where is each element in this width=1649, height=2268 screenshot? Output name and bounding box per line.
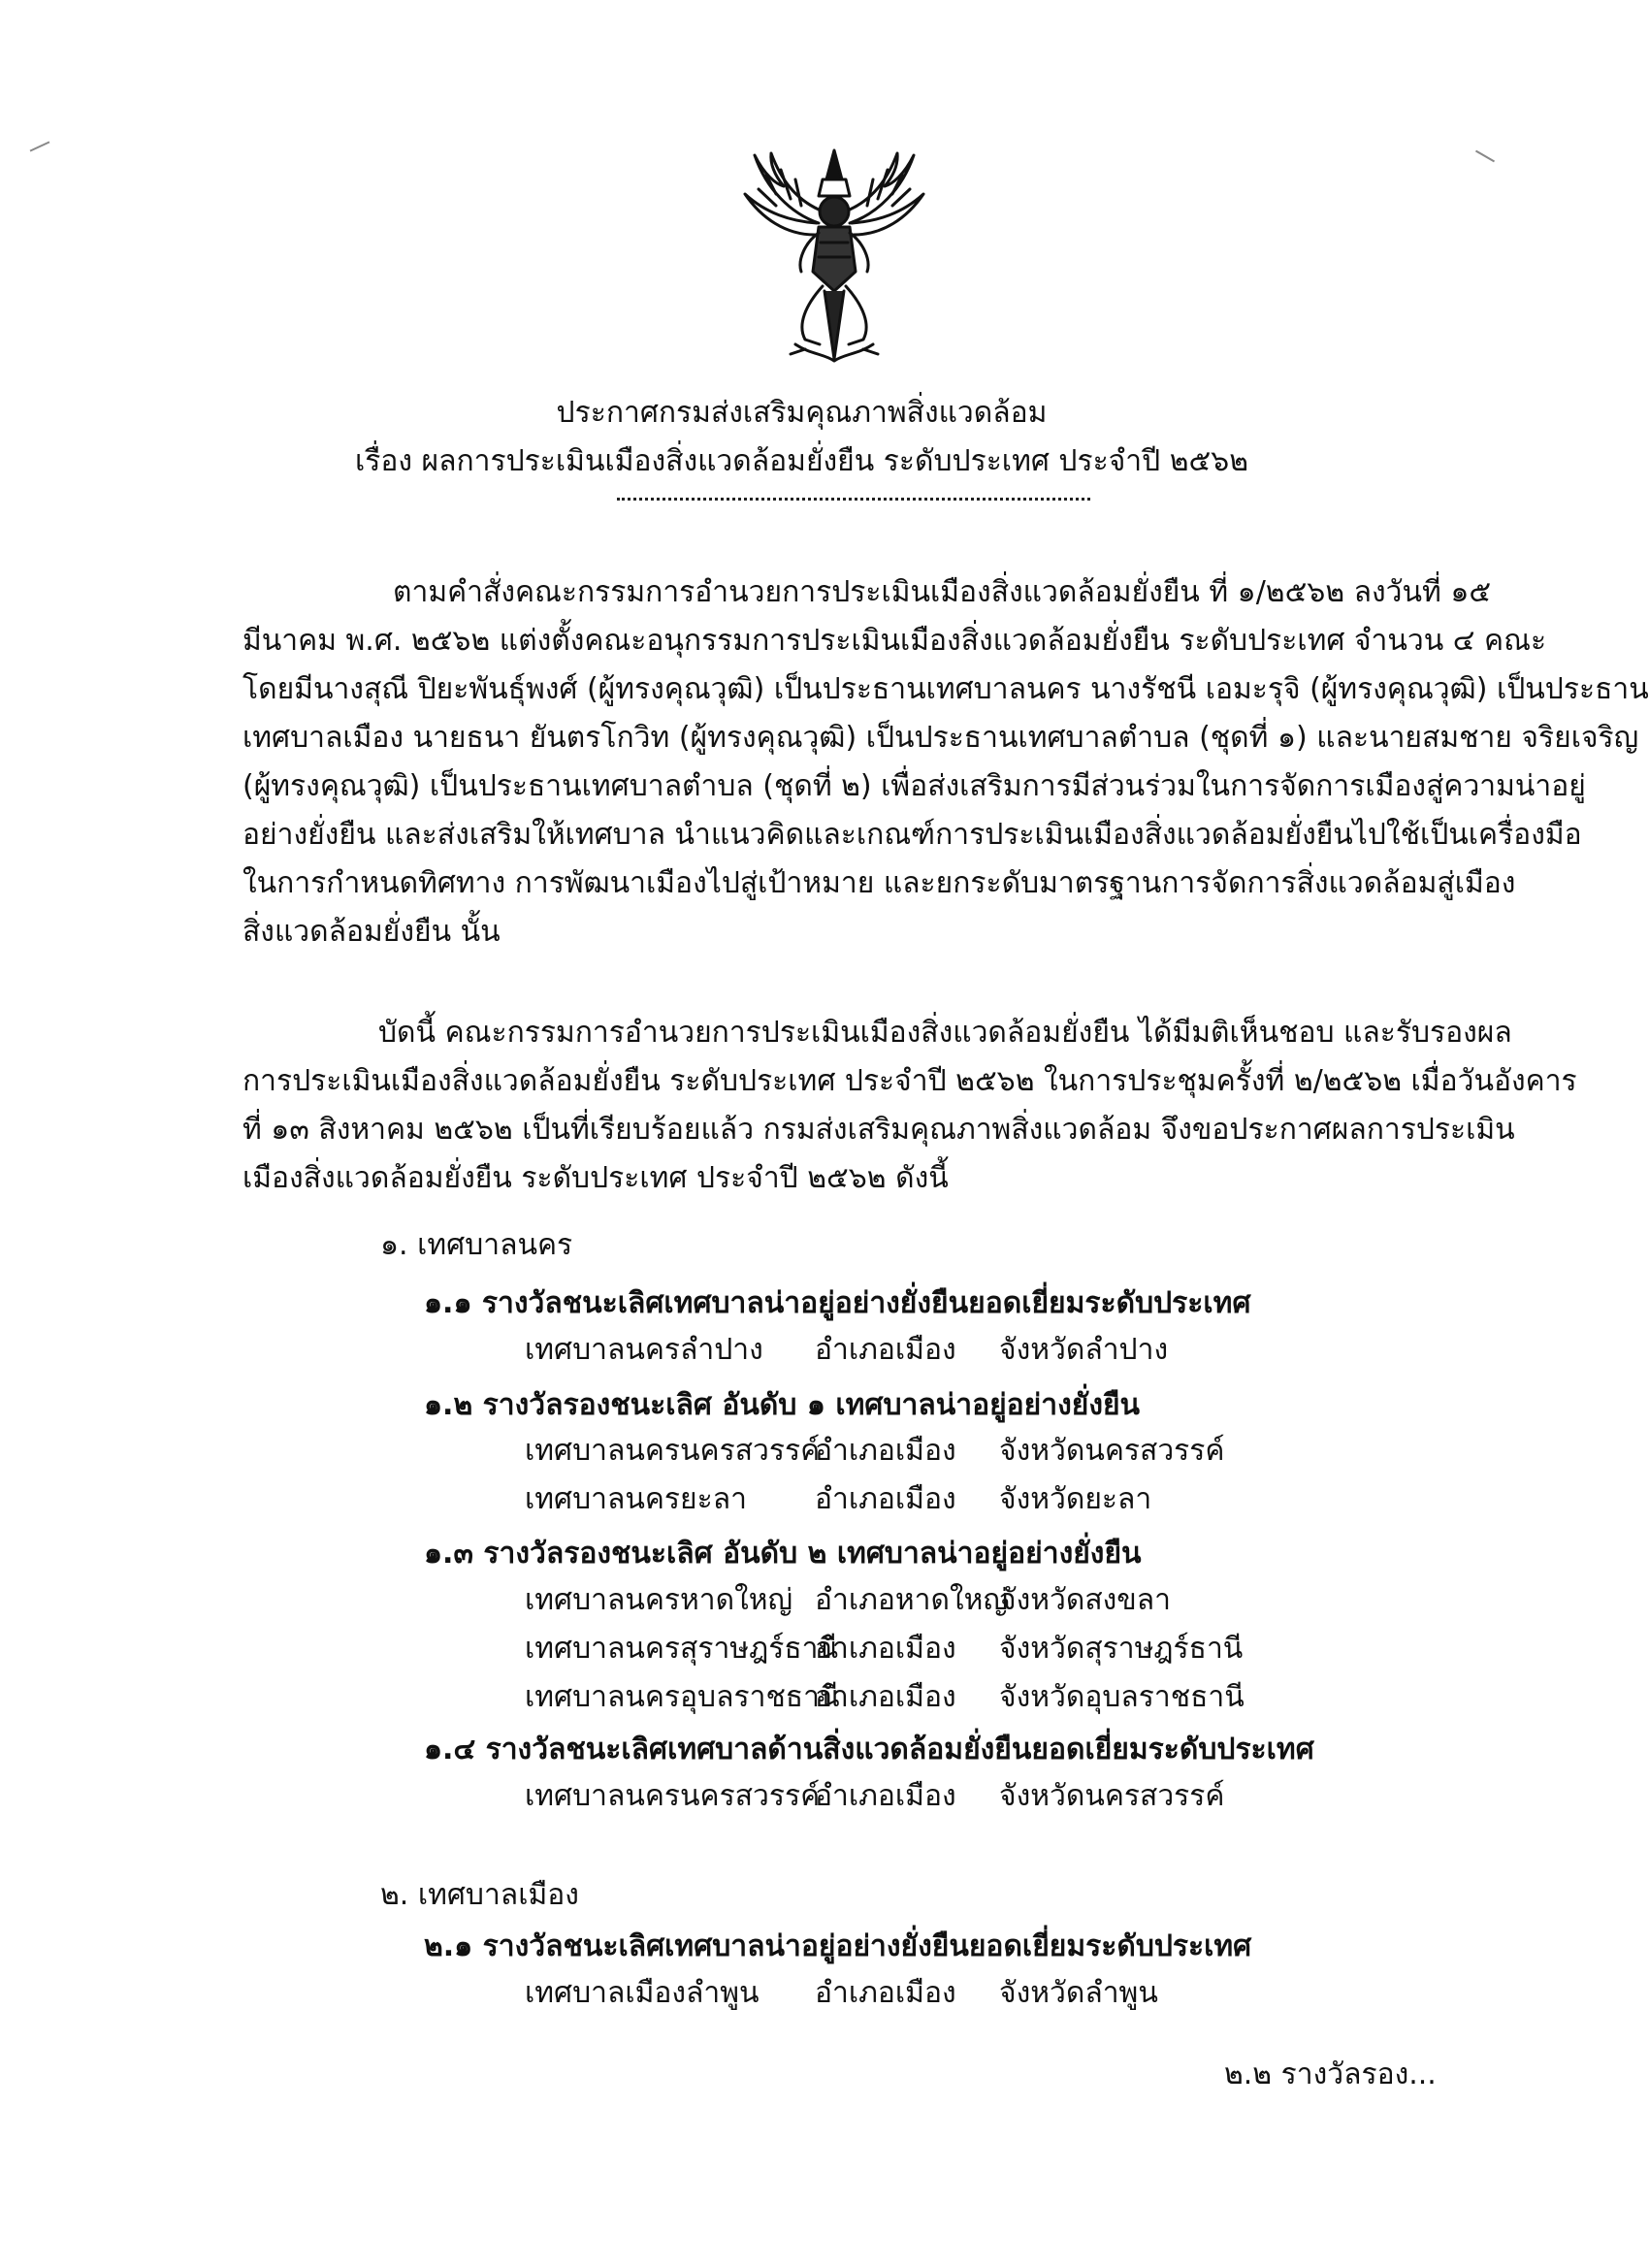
province-name: จังหวัดอุบลราชธานี (999, 1680, 1245, 1714)
subsection-heading: ๑.๑ รางวัลชนะเลิศเทศบาลน่าอยู่อย่างยั่งยืนยอดเยี่ยมระดับประเทศ (424, 1286, 1251, 1320)
header-divider (617, 498, 1090, 501)
province-name: จังหวัดยะลา (999, 1482, 1152, 1516)
province-name: จังหวัดนครสวรรค์ (999, 1779, 1225, 1813)
subsection-heading: ๑.๔ รางวัลชนะเลิศเทศบาลด้านสิ่งแวดล้อมยั่งยืนยอดเยี่ยมระดับประเทศ (424, 1733, 1314, 1766)
municipality-name: เทศบาลนครหาดใหญ่ (525, 1583, 793, 1617)
garuda-emblem (737, 146, 931, 369)
section-heading: ๑. เทศบาลนคร (380, 1228, 573, 1262)
municipality-name: เทศบาลนครยะลา (525, 1482, 747, 1516)
municipality-name: เทศบาลนครลำปาง (525, 1333, 763, 1367)
scan-mark (1475, 150, 1495, 163)
municipality-name: เทศบาลนครอุบลราชธานี (525, 1680, 840, 1714)
province-name: จังหวัดสุราษฎร์ธานี (999, 1632, 1244, 1666)
paragraph-line: เมืองสิ่งแวดล้อมยั่งยืน ระดับประเทศ ประจำปี ๒๕๖๒ ดังนี้ (242, 1161, 949, 1195)
municipality-name: เทศบาลนครนครสวรรค์ (525, 1779, 821, 1813)
municipality-name: เทศบาลนครสุราษฎร์ธานี (525, 1632, 838, 1666)
district-name: อำเภอเมือง (815, 1680, 956, 1714)
subsection-heading: ๒.๑ รางวัลชนะเลิศเทศบาลน่าอยู่อย่างยั่งยืนยอดเยี่ยมระดับประเทศ (424, 1929, 1252, 1963)
paragraph-1 (242, 568, 1649, 956)
announcement-title: ประกาศกรมส่งเสริมคุณภาพสิ่งแวดล้อม (556, 396, 1048, 430)
municipality-name: เทศบาลนครนครสวรรค์ (525, 1434, 821, 1468)
province-name: จังหวัดนครสวรรค์ (999, 1434, 1225, 1468)
subsection-heading: ๑.๒ รางวัลรองชนะเลิศ อันดับ ๑ เทศบาลน่าอยู่อย่างยั่งยืน (424, 1388, 1141, 1422)
paragraph-line: ที่ ๑๓ สิงหาคม ๒๕๖๒ เป็นที่เรียบร้อยแล้ว กรมส่งเสริมคุณภาพสิ่งแวดล้อม จึงขอประกาศผลการประเมิน (242, 1113, 1515, 1147)
paragraph-line: โดยมีนางสุณี ปิยะพันธุ์พงศ์ (ผู้ทรงคุณวุฒิ) เป็นประธานเทศบาลนคร นางรัชนี เอมะรุจิ (ผู้ทรงคุณวุฒิ) เป็นประธาน (242, 672, 1649, 706)
district-name: อำเภอเมือง (815, 1632, 956, 1666)
paragraph-2 (242, 1009, 1577, 1203)
section-heading: ๒. เทศบาลเมือง (380, 1878, 579, 1912)
paragraph-line: มีนาคม พ.ศ. ๒๕๖๒ แต่งตั้งคณะอนุกรรมการประเมินเมืองสิ่งแวดล้อมยั่งยืน ระดับประเทศ จำนวน ๔ คณะ (242, 624, 1547, 658)
award-row (0, 1775, 1603, 1818)
subsection-heading: ๑.๓ รางวัลรองชนะเลิศ อันดับ ๒ เทศบาลน่าอยู่อย่างยั่งยืน (424, 1537, 1142, 1571)
award-row (0, 1579, 1603, 1622)
district-name: อำเภอเมือง (815, 1333, 956, 1367)
award-row (0, 1972, 1603, 2015)
paragraph-line: บัดนี้ คณะกรรมการอำนวยการประเมินเมืองสิ่งแวดล้อมยั่งยืน ได้มีมติเห็นชอบ และรับรองผล (378, 1016, 1512, 1050)
paragraph-line: (ผู้ทรงคุณวุฒิ) เป็นประธานเทศบาลตำบล (ชุดที่ ๒) เพื่อส่งเสริมการมีส่วนร่วมในการจัดการเมืองสู่ความน่าอยู่ (242, 769, 1586, 803)
paragraph-line: สิ่งแวดล้อมยั่งยืน นั้น (242, 915, 501, 949)
award-row (0, 1628, 1603, 1670)
district-name: อำเภอเมือง (815, 1482, 956, 1516)
scan-mark (30, 141, 50, 151)
municipality-name: เทศบาลเมืองลำพูน (525, 1976, 760, 2010)
province-name: จังหวัดลำปาง (999, 1333, 1169, 1367)
announcement-subject: เรื่อง ผลการประเมินเมืองสิ่งแวดล้อมยั่งยืน ระดับประเทศ ประจำปี ๒๕๖๒ (354, 444, 1248, 478)
province-name: จังหวัดสงขลา (999, 1583, 1172, 1617)
award-row (0, 1329, 1603, 1372)
district-name: อำเภอหาดใหญ่ (815, 1583, 1008, 1617)
paragraph-line: อย่างยั่งยืน และส่งเสริมให้เทศบาล นำแนวคิดและเกณฑ์การประเมินเมืองสิ่งแวดล้อมยั่งยืนไปใช้เป็นเครื่องมือ (242, 818, 1582, 852)
award-row (0, 1430, 1603, 1473)
paragraph-line: ในการกำหนดทิศทาง การพัฒนาเมืองไปสู่เป้าหมาย และยกระดับมาตรฐานการจัดการสิ่งแวดล้อมสู่เมือง (242, 866, 1516, 900)
paragraph-line: ตามคำสั่งคณะกรรมการอำนวยการประเมินเมืองสิ่งแวดล้อมยั่งยืน ที่ ๑/๒๕๖๒ ลงวันที่ ๑๕ (393, 575, 1492, 609)
paragraph-line: การประเมินเมืองสิ่งแวดล้อมยั่งยืน ระดับประเทศ ประจำปี ๒๕๖๒ ในการประชุมครั้งที่ ๒/๒๕๖๒ เมื่อวันอังคาร (242, 1064, 1577, 1098)
district-name: อำเภอเมือง (815, 1434, 956, 1468)
award-row (0, 1478, 1603, 1521)
province-name: จังหวัดลำพูน (999, 1976, 1158, 2010)
page-continuation: ๒.๒ รางวัลรอง... (1224, 2057, 1437, 2091)
award-row (0, 1676, 1603, 1719)
district-name: อำเภอเมือง (815, 1976, 956, 2010)
district-name: อำเภอเมือง (815, 1779, 956, 1813)
paragraph-line: เทศบาลเมือง นายธนา ยันตรโกวิท (ผู้ทรงคุณวุฒิ) เป็นประธานเทศบาลตำบล (ชุดที่ ๑) และนายสมชาย จริยเจริญ (242, 721, 1639, 755)
